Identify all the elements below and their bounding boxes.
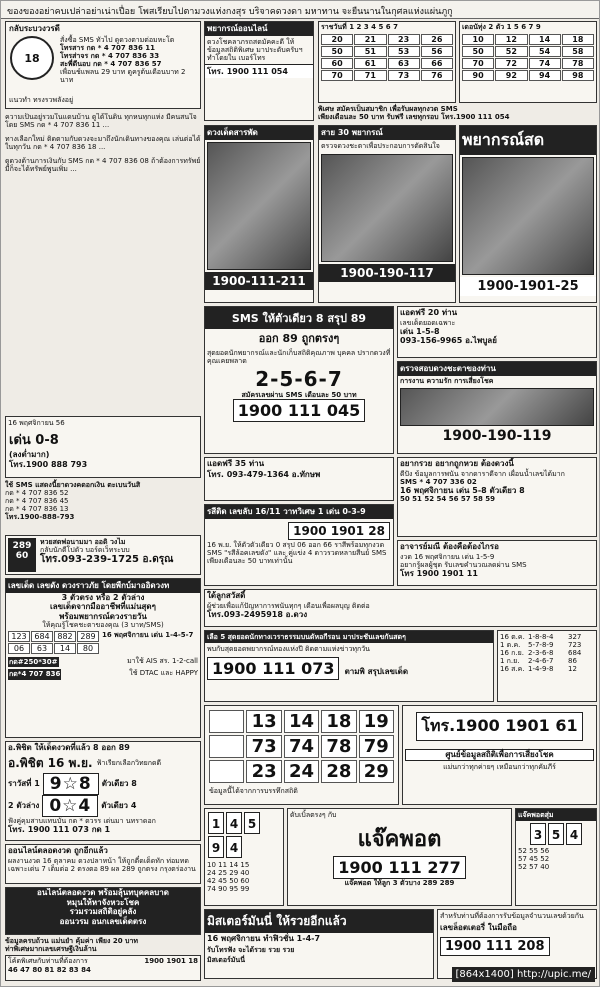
month-grid: 10 12 14 18 50 52 54 58 70 72 74 78 90 92 94 98: [460, 32, 596, 83]
rasi-box: รสีติด เลขลับ 16/11 วาทวิเศษ 1 เด่น 0-3-9 1900 1901 28 16 พ.ย. ให้ตัวตัวเดียว 0 สรุป 06 ออก 66 ราสีพร้อมทุกงวด SMS "รสีล้อคเลขดัง" และ คู่แข่ง 4 ดาวรวดหลายสีนย์ SMS เพียงเดือนละ 50 บาทเท่านั้น: [204, 504, 394, 586]
triangle-box: โค้ดพิเศษกับท่านที่ต้องการ 1900 1901 18 46 47 80 81 82 83 84: [5, 955, 201, 981]
hero-left-photo: [207, 142, 311, 270]
badge-289-icon: 289 60: [8, 538, 36, 572]
daily-grid: 20 21 23 26 50 51 53 56 60 61 63 66 70 71 73 76: [319, 32, 455, 83]
five-box: เลือ 5 สุดยอดนักทางเวราธรรมบนดัหอกีรอน มาประชันเลขกันสดๆ พบกับสุดยอดพยากรณ์ทองแห่งปี ติดตามแห่งข่าวทุกวัน 1900 111 073 ตามพิ สรุปเลขเด็ด: [204, 630, 494, 702]
online-ad: พยากรณ์ออนไลน์ ดวงโชคลาภรถสดมัคคะดี ให้ข้อมูลสถิติพิเศษ มาประดับครับฯ ทำโดยใน เบอร์โทร โทร. 1900 111 054: [204, 21, 314, 121]
big-grid-box: 1 13 14 18 19 7 73 74 78 79 2 23 24 28 29 ข้อมูลนี้ได้จากการบรรทึกสถิติ: [204, 705, 399, 805]
sms-box: SMS ให้ตัวเดียว 8 สรุป 89 ออก 89 ถูกตรงๆ สุดยอดนักพยากรณ์และนักเก็บสถิติคุณภาพ บุคคล ปรากดวงที่คุณเคยพลาด 2-5-6-7 สมัครเลขผ่าน SMS เดือนละ 50 บาท 1900 111 045: [204, 306, 394, 454]
check-photo: [400, 388, 594, 426]
jackpot-left: 1 4 5 9 4 10 11 14 15 24 25 29 40 42 45 50 60 74 90 95 99: [204, 808, 284, 906]
fortune-box: อาจารย์มณี ต้องคือต้องไกรอ งวด 16 พฤศจิกายน เด่น 1-5-9 อยากรู้ผลผู้ชุด รับเลขคำนวณลดผ่าน SMS โทร 1900 1901 11: [397, 540, 597, 586]
astro-lines: สั่งซื้อ SMS ทัวไป ดูดวงตามต่อมหะโต โทรสาร กด * 4 707 836 11 โทรส่าจร กด * 4 707 836 33 สะพี่ดีนอบ กด * 4 707 836 57 เพื่อนช์แพลน 29 บาท ดูครูต้นเดือนบาท 2 นาท: [60, 36, 186, 85]
hero-mid: สาย 30 พยากรณ์ ตรวจดวงชะตาเพื่อประกอบการตัดสินใจ 1900-190-117: [318, 125, 456, 303]
astro-wheel: [10, 36, 54, 80]
month-box: เดอนัทุ่ง 2 ตัว 1 5 6 7 9 10 12 14 18 50 52 54 58 70 72 74 78 90 92 94 98: [459, 21, 597, 103]
astro-circle-icon: 1 8: [10, 36, 54, 80]
forecast-play: เด่น 0-8: [9, 433, 59, 449]
right-column: [204, 21, 597, 981]
lek-grid: 123 684 882 289 06 63 14 80: [8, 631, 99, 654]
draw-table: 16 ต.ค. 1-8-8-4 327 1 ต.ค. 5-7-8-9 723 16 ก.ย. 2-3-6-8 684 1 ก.ย. 2-4-6-7 86 16 ส.ค. 1-4-9-8 12: [497, 630, 597, 702]
left-body-3: ดูดวงด้านการเงินกับ SMS กด * 4 707 836 08 ถ้าต้องการทรัพย์มีก็จะได้ทรัพย์พูนเพิ่ม ...: [5, 157, 201, 174]
win-box: อยากรวย อยากถูกหวย ต้องดวงนี้ ดีปัง ข้อมูลการพนัน จากดาราดีจาก เผื่อนน้ำเลขได้มาก SMS * 4 707 336 02 16 พฤศจิกายน เด่น 5-8 ตัวเดียว 8 50 51 52 54 56 57 58 59: [397, 457, 597, 537]
apichit-box: อ.พิชิต ให้เด็ดงวดที่แล้ว 8 ออก 89 อ.พิชิต 16 พ.ย. ฟ้าเรียกเลือกวิทยกดดี ราวัสที่ 1 9☆8 ตัวเดียว 8 2 ตัวล่าง 0☆4 ตัวเดียว 4 ฟังคู่คุมสาบแทนบัน กด * ดวรร เด่นมา นทราดอก โทร. 1900 111 073 กด 1: [5, 741, 201, 841]
sms-strip: พิเศษ สมัครเป็นสมาชิก เพื่อรับผลทุกงวด SMS เพียงเดือนละ 50 บาท รับฟรี เลขทุกรอบ โทร.1900 111 054: [318, 105, 510, 122]
astro-title: กลับระบวงวรดี: [9, 24, 60, 33]
master-box: มิสเตอร์มันนี่ ให้รวยอีกแล้ว 16 พฤศจิกายน ทำฟิวชั่น 1-4-7 รับโทรฟัง จะได้รวย รวย รวย มิสเตอร์มันนี่: [204, 909, 434, 979]
lucky-box: ใด้ลูกสวัสดิ์ ผู้ช่วยเพื่อแก้ปัญหาการพนันทุกๆ เดือนเพื่อผลบุญ ติดต่อ โทร.093-2495918 อ.ดวง: [204, 589, 597, 627]
forecast-box: [5, 416, 201, 478]
online-box: ออนไลน์ตลอดงวด ถูกอีกแล้ว ผลงานงวด 16 ตุลาคม ดวงปลาหน้า ให้ถูกตี๋ดเด็ดทัก ท่อมทดเฉพาะเด่น 7 เต็มต่อ 2 ตรงตอ 89 ผล 289 ถูกตรง กรุงตร่องาน: [5, 844, 201, 884]
stat-box: โทร.1900 1901 61 ศูนย์ข้อมูลสถิติเพื่อการเสี่ยงโชค แม่นกว่าทุกค่ายๆ เหมือนกว่าทุกคัมภีร์: [402, 705, 597, 805]
forecast-tel: โทร.1900 888 793: [9, 459, 88, 469]
online-promo: อนไลน์ตลอดงวด พร้อมลุ้นทบุคคลบาด หมุนให้หาจังหวะโชค รวมรวมสถิติอยู่คลัง ออนวรม อนกเลขเด็ดตรง: [5, 887, 201, 935]
sms-codes: ใช้ SMS แสดงนี้ยาดวงคดอกเงิน ตะเบนวันสิ กด * 4 707 836 52 กด * 4 707 836 45 กด * 4 707 836 13 โทร.1900-888-793: [5, 481, 141, 522]
big-grid: 1 13 14 18 19 7 73 74 78 79 2 23 24 28 29: [205, 706, 398, 787]
round-box: แอดฟรี 20 ท่าน เลขเด็ดยอดเฉพาะ เด่น 1-5-8 093-156-9965 อ.ไพบูลย์: [397, 306, 597, 358]
left-column: [5, 21, 201, 981]
jackpot-right: แจ๊คพอตสุ่ม 3 5 4 52 55 56 57 45 52 52 57 40: [515, 808, 597, 906]
online-price: ข้อมูลครบถ้วน แม่นยำ คุ้มค่า เพียง 20 บาท ท่าพิเศษมากเลขเศรษฐีเงินล้าน: [5, 937, 139, 954]
lek-box: เลขเด็ด เลขดัง ดวงราวภัย โดยพืกบ์มาออิดวงท 3 ตัวตรง หรือ 2 ตัวล่าง เลขเด็ดจากมืออาชีพที่แม่นสุดๆ พร้อมพยากรณ์ดวงรายวัน ให้คุณรู้โชคชะตาของคุณ (3 บาท/SMS) 123 684 882 289 06 63 14 80 16 พฤศจิกายน เด่น 1-4-5-7 กด#250*30# มาใช้ AIS สร. 1-2-call กด*4 707 836 ใช้ DTAC และ HAPPY: [5, 578, 201, 738]
forecast-sub: (ลงต่ำมาก): [9, 450, 50, 460]
hero-right-photo: [462, 157, 594, 275]
hero-right: พยากรณ์สด 1900-1901-25: [459, 125, 597, 303]
left-body-1: ความเป็นอยู่รวมในแดนบ้าน ดูได้ในดิน ทุกหนทุกแห่ง มีคนสนใจ โดย SMS กด * 4 707 836 11 ...: [5, 113, 197, 130]
hero-left: ดวงเด็ดสารพัด 1900-111-211: [204, 125, 314, 303]
check-box: ตรวจสอบดวงชะตาของท่าน การงาน ความรัก การเสี่ยงโชค 1900-190-119: [397, 361, 597, 454]
jackpot-box: ดับเบิ้ลตรงๆ กับ แจ๊คพอต 1900 111 277 แจ๊คพอต ให้ลูก 3 ตัวบาง 289 289: [287, 808, 512, 906]
left-body-text: [5, 113, 201, 413]
hero-mid-photo: [321, 154, 453, 262]
master-side: สำหรับท่านที่ต้องการรับข้อมูลจำนวนเลขด้วยกัน เลขล็อตเตอรี่ ในมือถือ 1900 111 208: [437, 909, 597, 979]
astro-caption: แนวทำ ทรงรวพลังอยู่: [9, 96, 74, 104]
top-header: ของของอย่าคบเปล่าอย่าเน่าเปื่อย โพสเรียบไปตามวงแห่งกงสุร บริจาคดวงดา มหาทาน จะยืนนานในกุศลแห่งแผ่นภูกู: [1, 1, 600, 19]
daily-box: ราชวันที่ 1 2 3 4 5 6 7 20 21 23 26 50 51 53 56 60 61 63 66 70 71 73 76: [318, 21, 456, 103]
r35-box: แอดฟรี 35 ท่าน โทร. 093-479-1364 อ.ทักษพ: [204, 457, 394, 501]
astro-box: [5, 21, 201, 109]
watermark: [864x1400] http://upic.me/: [452, 967, 595, 982]
left-body-2: ทางเลือกใหม่ ติดตามกับดวงจะมาถึงนักเดินทางของคุณ เล่นต่อได้ในทุกวัน กด * 4 707 836 18 ...: [5, 135, 201, 152]
forecast-date: 16 พฤศจิกายน 56: [8, 419, 65, 427]
banner-289: 289 60 หวยสดพ่อนามมา ออดิ วงไม กลับนักตีโปดัว บอร์ดเว็ทระบบ โทร.093-239-1725 อ.ดรุณ: [5, 535, 201, 575]
